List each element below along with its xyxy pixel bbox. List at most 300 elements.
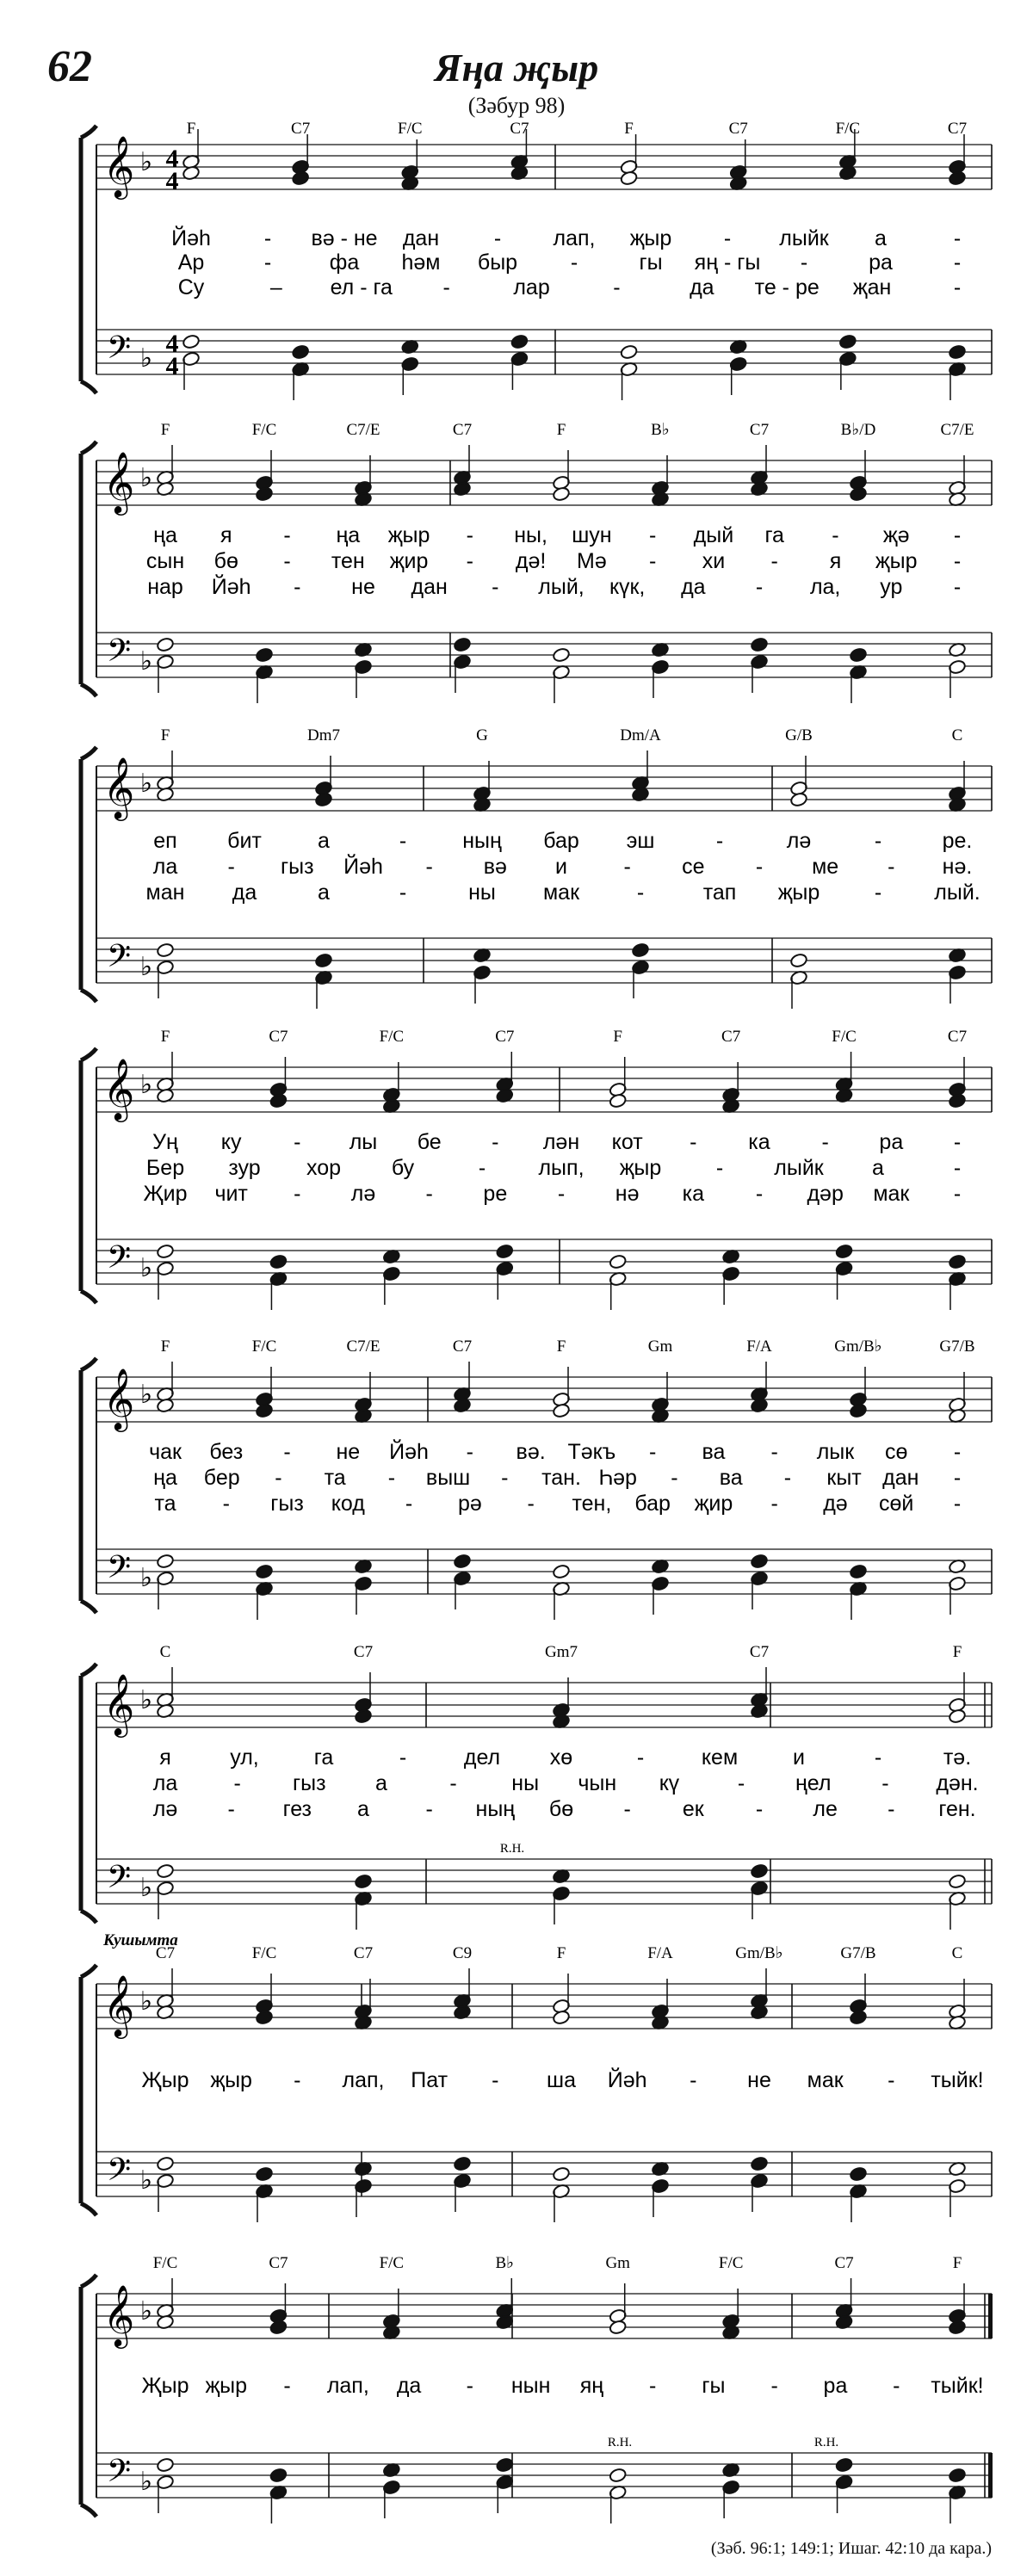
treble-note (552, 486, 570, 502)
lyric-syllable: да (690, 275, 714, 300)
lyric-syllable: чын (578, 1771, 617, 1795)
bass-note (609, 1254, 627, 1269)
chord-symbol: C7 (834, 2254, 854, 2272)
chord-symbol: F (624, 120, 634, 138)
bass-note (496, 1244, 514, 1259)
lyric-syllable: лә (350, 1182, 376, 1206)
chord-symbol: Gm (605, 2254, 630, 2272)
lyric-syllable: ла (152, 1771, 178, 1795)
lyric-syllable: - (233, 1771, 241, 1795)
lyric-syllable: - (953, 1492, 962, 1516)
chord-symbol: C7 (510, 120, 529, 138)
chord-symbol: F/C (251, 1944, 277, 1962)
bass-note (609, 2468, 627, 2483)
lyric-syllable: һәм (401, 250, 441, 275)
lyric-syllable: эш (626, 829, 655, 853)
lyric-syllable: ның (462, 829, 502, 853)
treble-note (269, 1093, 288, 1109)
bass-note (269, 2468, 288, 2483)
lyric-syllable: - (283, 523, 291, 547)
bass-note (314, 953, 332, 968)
lyric-syllable: гы (702, 2374, 726, 2398)
lyric-syllable: лып, (538, 1156, 585, 1180)
lyric-syllable: - (466, 2374, 474, 2398)
lyric-syllable: ка (682, 1182, 705, 1206)
lyric-syllable: җә (882, 523, 910, 547)
lyric-syllable: яң (579, 2374, 604, 2398)
lyric-syllable: лә (786, 829, 812, 853)
bass-note (849, 1564, 867, 1579)
bass-note (750, 2156, 768, 2171)
chord-symbol: F (952, 2254, 962, 2272)
treble-clef: 𝄞 (102, 1370, 135, 1429)
chord-symbol: C7/E (346, 421, 380, 439)
lyric-syllable: - (648, 2374, 657, 2398)
lyric-syllable: Җыр (141, 2374, 189, 2398)
lyric-syllable: лән (542, 1130, 580, 1154)
chord-symbol: C (951, 726, 963, 744)
bass-note (156, 2156, 174, 2171)
lyric-syllable: нар (147, 575, 183, 599)
lyric-syllable: лы (349, 1130, 378, 1154)
chord-symbol: F (556, 1944, 566, 1962)
lyric-syllable: бу (391, 1156, 415, 1180)
lyric-syllable: - (449, 1771, 457, 1795)
lyric-syllable: хө (549, 1745, 573, 1770)
key-signature-flat: ♭ (139, 647, 153, 676)
system-bracket (81, 442, 96, 696)
key-signature-flat: ♭ (139, 1254, 153, 1282)
bass-note (453, 637, 471, 652)
lyric-syllable: та (154, 1492, 176, 1516)
lyric-syllable: - (263, 250, 272, 275)
lyric-syllable: - (294, 1182, 301, 1206)
lyric-syllable: тыйк! (931, 2068, 984, 2092)
lyric-syllable: ны (511, 1771, 540, 1795)
lyric-syllable: җир (389, 549, 429, 573)
chord-symbol: C7 (269, 2254, 288, 2272)
chord-symbol: Gm (647, 1337, 673, 1356)
key-signature-flat: ♭ (139, 1987, 153, 2016)
lyric-syllable: кыт (826, 1466, 862, 1490)
bass-note (156, 1554, 174, 1569)
lyric-syllable: ре. (942, 829, 973, 853)
treble-note (255, 1403, 273, 1418)
lyric-syllable: - (953, 1156, 962, 1180)
key-signature-flat: ♭ (139, 1874, 153, 1902)
hymn-number: 62 (47, 42, 92, 91)
lyric-syllable: - (755, 575, 764, 599)
chord-symbol: C7/E (346, 1337, 380, 1356)
lyric-syllable: - (737, 1771, 745, 1795)
lyric-syllable: - (294, 1130, 301, 1154)
bass-note (182, 334, 200, 349)
lyric-syllable: Уң (152, 1130, 178, 1154)
lyric-syllable: и (555, 855, 567, 879)
lyric-syllable: җир (694, 1492, 733, 1516)
treble-note (849, 2010, 867, 2025)
key-signature-flat: ♭ (139, 1071, 153, 1099)
key-signature-flat: ♭ (139, 1564, 153, 1592)
lyric-syllable: ңа (336, 523, 361, 547)
lyric-syllable: вә (483, 855, 507, 879)
lyric-syllable: та (324, 1466, 346, 1490)
lyric-syllable: - (881, 1771, 889, 1795)
lyric-syllable: лап, (326, 2374, 369, 2398)
chord-symbol: C7 (947, 120, 968, 138)
lyric-syllable: җыр (205, 2374, 248, 2398)
lyric-syllable: те - ре (754, 275, 820, 300)
lyric-syllable: ку (220, 1130, 242, 1154)
lyric-syllable: - (648, 549, 657, 573)
time-signature: 4 (165, 167, 179, 195)
lyric-syllable: - (425, 1797, 433, 1821)
final-barline (988, 2453, 993, 2498)
bass-note (354, 1874, 372, 1889)
lyric-syllable: ме (812, 855, 839, 879)
lyric-syllable: ла (152, 855, 178, 879)
lyric-syllable: - (227, 1797, 235, 1821)
lyric-syllable: еп (153, 829, 177, 853)
section-label-refrain: Кушымта (103, 1931, 178, 1949)
lyric-syllable: нын (510, 2374, 551, 2398)
lyric-syllable: бө (213, 549, 238, 573)
lyric-syllable: - (405, 1492, 413, 1516)
lyric-syllable: ва (719, 1466, 743, 1490)
bass-note (291, 344, 309, 360)
lyric-syllable: кот (611, 1130, 643, 1154)
lyric-syllable: - (399, 829, 407, 853)
lyric-syllable: ре (483, 1182, 508, 1206)
bass-note (552, 1564, 570, 1579)
lyric-syllable: я (159, 1745, 171, 1770)
chord-symbol: B♭ (495, 2254, 515, 2272)
lyric-syllable: - (755, 855, 764, 879)
lyric-syllable: ек (682, 1797, 704, 1821)
chord-symbol: C7 (353, 1643, 374, 1661)
chord-symbol: C7 (155, 1944, 176, 1962)
chord-symbol: C (159, 1643, 171, 1661)
bass-note (255, 2166, 273, 2182)
bass-note (269, 1254, 288, 1269)
lyric-syllable: лый, (538, 575, 585, 599)
lyric-syllable: - (399, 1745, 407, 1770)
time-signature: 4 (165, 330, 179, 358)
lyric-syllable: тен, (572, 1492, 612, 1516)
system-bracket (81, 1358, 96, 1613)
bass-note (156, 637, 174, 652)
lyric-syllable: җан (852, 275, 892, 300)
lyric-syllable: - (755, 1797, 764, 1821)
chord-symbol: F/C (251, 1337, 277, 1356)
lyric-syllable: - (874, 880, 882, 905)
chord-symbol: F (160, 726, 170, 744)
bass-note (453, 2156, 471, 2171)
lyric-syllable: сөй (879, 1492, 914, 1516)
lyric-syllable: җыр (629, 226, 672, 250)
lyric-syllable: - (466, 549, 474, 573)
treble-note (255, 486, 273, 502)
lyric-syllable: вә - не (311, 226, 378, 250)
chord-symbol: Gm/B♭ (735, 1944, 783, 1962)
lyric-syllable: ңел (795, 1771, 832, 1795)
key-signature-flat: ♭ (139, 1381, 153, 1409)
lyric-syllable: а (357, 1797, 369, 1821)
lyric-syllable: я (829, 549, 842, 573)
bass-note (789, 953, 807, 968)
bass-note (849, 647, 867, 663)
lyric-syllable: гез (282, 1797, 312, 1821)
bass-note (948, 2468, 966, 2483)
lyric-syllable: Йәһ (389, 1440, 429, 1464)
lyric-syllable: - (387, 1466, 396, 1490)
bass-clef: 𝄢 (106, 2153, 132, 2195)
lyric-syllable: бө (548, 1797, 574, 1821)
lyric-syllable: га (764, 523, 784, 547)
treble-clef: 𝄞 (102, 1977, 135, 2035)
system-bracket (81, 747, 96, 1002)
chord-symbol: C7 (452, 421, 473, 439)
chord-symbol: F (160, 1028, 170, 1046)
right-hand-mark: R.H. (607, 2436, 633, 2449)
bass-clef: 𝄢 (106, 1550, 132, 1592)
bass-note (835, 1244, 853, 1259)
lyric-syllable: - (953, 250, 962, 275)
key-signature-flat: ♭ (139, 148, 153, 176)
chord-symbol: C7 (721, 1028, 741, 1046)
lyric-syllable: лар (513, 275, 550, 300)
lyric-syllable: бит (227, 829, 262, 853)
lyric-syllable: ле (813, 1797, 838, 1821)
chord-symbol: Dm7 (307, 726, 340, 744)
lyric-syllable: да (232, 880, 257, 905)
lyric-syllable: мак (807, 2068, 844, 2092)
chord-symbol: C7 (947, 1028, 968, 1046)
lyric-syllable: га (313, 1745, 334, 1770)
bass-note (552, 2166, 570, 2182)
chord-symbol: F/A (647, 1944, 673, 1962)
key-signature-flat: ♭ (139, 953, 153, 981)
lyric-syllable: бе (417, 1130, 442, 1154)
lyric-syllable: лык (816, 1440, 855, 1464)
lyric-syllable: Йәһ (343, 855, 383, 879)
lyric-syllable: лап, (342, 2068, 385, 2092)
lyric-syllable: ның (475, 1797, 516, 1821)
chord-symbol: C7 (495, 1028, 515, 1046)
lyric-syllable: - (953, 549, 962, 573)
lyric-syllable: җыр (387, 523, 430, 547)
lyric-syllable: - (399, 880, 407, 905)
lyric-syllable: сө (885, 1440, 908, 1464)
bass-note (510, 334, 529, 349)
lyric-syllable: - (893, 2374, 900, 2398)
key-signature-flat: ♭ (139, 769, 153, 798)
lyric-syllable: Һәр (598, 1466, 637, 1490)
lyric-syllable: - (493, 226, 502, 250)
lyric-syllable: лыйк (779, 226, 829, 250)
bass-note (156, 942, 174, 958)
bass-note (750, 1554, 768, 1569)
lyric-syllable: - (294, 2068, 301, 2092)
treble-note (255, 2010, 273, 2025)
lyric-syllable: Бер (145, 1156, 185, 1180)
lyric-syllable: мак (873, 1182, 910, 1206)
lyric-syllable: - (623, 1797, 631, 1821)
chord-symbol: C7 (269, 1028, 288, 1046)
treble-note (948, 2320, 966, 2335)
chord-symbol: F/C (251, 421, 277, 439)
lyric-syllable: ул, (230, 1745, 259, 1770)
key-signature-flat: ♭ (139, 2166, 153, 2195)
bass-note (156, 2457, 174, 2473)
lyric-syllable: а (872, 1156, 884, 1180)
chord-symbol: Dm/A (620, 726, 661, 744)
lyric-syllable: не (351, 575, 375, 599)
chord-symbol: Gm7 (545, 1643, 578, 1661)
lyric-syllable: не (336, 1440, 361, 1464)
chord-symbol: F/C (379, 1028, 405, 1046)
lyric-syllable: - (770, 1440, 778, 1464)
treble-note (269, 2320, 288, 2335)
treble-note (620, 170, 638, 186)
lyric-syllable: - (953, 575, 962, 599)
chord-symbol: F/C (718, 2254, 744, 2272)
lyric-syllable: хи (702, 549, 726, 573)
chord-symbol: F (952, 1643, 962, 1661)
lyric-syllable: җыр (875, 549, 918, 573)
lyric-syllable: - (874, 829, 882, 853)
chord-symbol: C7 (749, 1643, 770, 1661)
lyric-syllable: Җир (143, 1182, 188, 1206)
treble-clef: 𝄞 (102, 759, 135, 818)
chord-symbol: C7/E (940, 421, 974, 439)
lyric-syllable: дә (823, 1492, 848, 1516)
lyric-syllable: - (263, 226, 272, 250)
lyric-syllable: дан (402, 226, 440, 250)
chord-symbol: B♭ (651, 421, 670, 439)
lyric-syllable: - (527, 1492, 535, 1516)
lyric-syllable: ка (748, 1130, 770, 1154)
treble-note (948, 1708, 966, 1724)
bass-note (750, 1863, 768, 1879)
lyric-syllable: дә! (515, 549, 547, 573)
lyric-syllable: да (681, 575, 706, 599)
bass-note (948, 1254, 966, 1269)
lyric-syllable: а (318, 880, 330, 905)
bass-note (849, 2166, 867, 2182)
lyric-syllable: - (283, 1440, 291, 1464)
chord-symbol: C7 (452, 1337, 473, 1356)
lyric-syllable: - (888, 855, 895, 879)
treble-note (552, 2010, 570, 2025)
lyric-syllable: Ар (177, 250, 205, 275)
lyric-syllable: күк, (609, 575, 646, 599)
lyric-syllable: Мә (577, 549, 607, 573)
treble-note (552, 1403, 570, 1418)
chord-symbol: G/B (785, 726, 813, 744)
lyric-syllable: ны (468, 880, 496, 905)
lyric-syllable: дан (411, 575, 448, 599)
lyric-syllable: ел - га (330, 275, 393, 300)
bass-note (255, 1564, 273, 1579)
lyric-syllable: Йәһ (211, 575, 251, 599)
bass-note (255, 647, 273, 663)
lyric-syllable: без (209, 1440, 244, 1464)
lyric-syllable: нә. (942, 855, 973, 879)
treble-clef: 𝄞 (102, 454, 135, 512)
bass-note (496, 2457, 514, 2473)
lyric-syllable: - (283, 2374, 291, 2398)
lyric-syllable: сын (145, 549, 185, 573)
lyric-syllable: - (623, 855, 631, 879)
lyric-syllable: - (690, 1130, 697, 1154)
key-signature-flat: ♭ (139, 2468, 153, 2496)
lyric-syllable: - (648, 523, 657, 547)
lyric-syllable: и (793, 1745, 805, 1770)
lyric-syllable: яң - гы (694, 250, 761, 275)
lyric-syllable: Йәһ (607, 2068, 647, 2092)
chord-symbol: C7 (728, 120, 748, 138)
lyric-syllable: лыйк (774, 1156, 824, 1180)
lyric-syllable: бар (634, 1492, 671, 1516)
chord-symbol: F (160, 421, 170, 439)
lyric-syllable: - (222, 1492, 230, 1516)
treble-note (354, 1708, 372, 1724)
chord-symbol: F (556, 421, 566, 439)
lyric-syllable: - (492, 2068, 499, 2092)
lyric-syllable: тә. (943, 1745, 972, 1770)
lyric-syllable: - (953, 1466, 962, 1490)
chord-symbol: F/C (152, 2254, 178, 2272)
chord-symbol: C7 (749, 421, 770, 439)
lyric-syllable: - (227, 855, 235, 879)
treble-clef: 𝄞 (102, 1060, 135, 1119)
lyric-syllable: - (953, 226, 962, 250)
lyric-syllable: - (557, 1182, 566, 1206)
hymn-subtitle: (Зәбур 98) (467, 93, 566, 118)
lyric-syllable: - (648, 1440, 657, 1464)
time-signature: 4 (165, 352, 179, 380)
bass-note (631, 942, 649, 958)
lyric-syllable: ва (702, 1440, 726, 1464)
lyric-syllable: - (953, 523, 962, 547)
chord-symbol: F (613, 1028, 623, 1046)
chord-symbol: G7/B (840, 1944, 876, 1962)
lyric-syllable: я (220, 523, 232, 547)
treble-note (849, 486, 867, 502)
lyric-syllable: - (821, 1130, 829, 1154)
lyric-syllable: вә. (516, 1440, 546, 1464)
lyric-syllable: бер (203, 1466, 240, 1490)
time-signature: 4 (165, 145, 179, 173)
lyric-syllable: гыз (270, 1492, 304, 1516)
lyric-syllable: выш (425, 1466, 471, 1490)
system-bracket (81, 1965, 96, 2215)
lyric-syllable: ур (880, 575, 903, 599)
bass-note (948, 344, 966, 360)
lyric-syllable: - (501, 1466, 509, 1490)
lyric-syllable: рә (457, 1492, 482, 1516)
lyric-syllable: а (374, 1771, 387, 1795)
lyric-syllable: дан (882, 1466, 919, 1490)
chord-symbol: F (186, 120, 196, 138)
key-signature-flat: ♭ (139, 464, 153, 492)
chord-symbol: F/C (398, 120, 423, 138)
treble-note (948, 170, 966, 186)
system-bracket (81, 1048, 96, 1303)
treble-note (948, 1093, 966, 1109)
lyric-syllable: - (425, 1182, 433, 1206)
